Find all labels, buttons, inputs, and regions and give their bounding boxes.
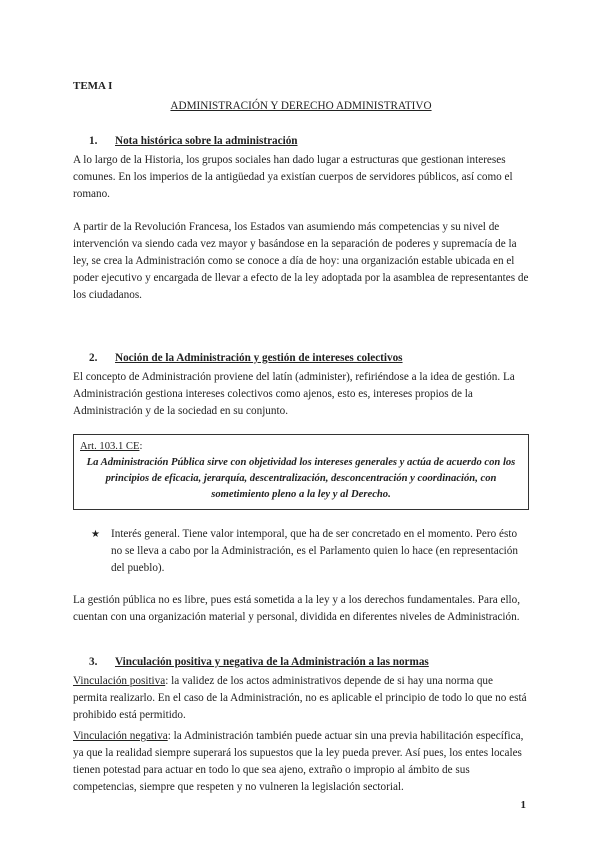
bullet-text: Interés general. Tiene valor intemporal, que ha de ser concretado en el momento. Pero ésto no se lleva a cabo por la Administración, es el Parlamento quien lo hace (en representación del pueblo). (111, 528, 518, 574)
negative-binding-label: Vinculación negativa (73, 730, 168, 742)
positive-binding-paragraph (73, 673, 529, 724)
section-2-paragraph-1: El concepto de Administración proviene del latín (administer), refiriéndose a la idea de gestión. La Administración gestiona intereses colectivos como ajenos, esto es, intereses propios de la Administración y de la sociedad en su conjunto. (73, 371, 515, 417)
section-3-title: Vinculación positiva y negativa de la Administración a las normas (115, 656, 429, 668)
page-content (73, 78, 529, 796)
document-title: ADMINISTRACIÓN Y DERECHO ADMINISTRATIVO (170, 100, 432, 112)
legal-quote-box (73, 434, 529, 510)
section-2-number: 2. (89, 352, 98, 364)
negative-binding-paragraph (73, 728, 529, 796)
tema-label: TEMA I (73, 80, 113, 92)
section-3-heading (73, 654, 529, 671)
section-1-heading (73, 133, 529, 150)
section-1-paragraph-1: A lo largo de la Historia, los grupos sociales han dado lugar a estructuras que gestionan intereses comunes. En los imperios de la antigüedad ya existían cuerpos de servidores públicos, así como el romano. (73, 154, 513, 200)
section-1-title: Nota histórica sobre la administración (115, 135, 298, 147)
star-bullet-icon: ★ (91, 529, 100, 540)
legal-quote-reference (80, 439, 522, 455)
positive-binding-label: Vinculación positiva (73, 675, 166, 687)
section-2-paragraph-2: La gestión pública no es libre, pues está sometida a la ley y a los derechos fundamentales. Para ello, cuentan con una organización material y personal, dividida en diferentes niveles de Administración. (73, 594, 521, 623)
positive-binding-text: : la validez de los actos administrativos depende de si hay una norma que permita realizarlo. En el caso de la Administración, no es aplicable el principio de todo lo que no está prohibido está permitido. (73, 675, 527, 721)
page-number: 1 (520, 799, 526, 811)
article-reference-colon: : (139, 441, 143, 452)
section-1-number: 1. (89, 135, 98, 147)
legal-quote-text: La Administración Pública sirve con objetividad los intereses generales y actúa de acuerdo con los principios de eficacia, jerarquía, descentralización, desconcentración y coordinación, con sometimiento pleno a la ley y al Derecho. (86, 457, 516, 500)
negative-binding-text: : la Administración también puede actuar sin una previa habilitación específica, ya que la realidad siempre superará los supuestos que la ley pueda prever. Así pues, los entes locales tienen potestad para actuar en todo lo que sea ajeno, extraño o impropio al ámbito de sus competencias, siempre que respeten y no vulneren la legislación sectorial. (73, 730, 524, 793)
section-2-title: Noción de la Administración y gestión de intereses colectivos (115, 352, 403, 364)
bullet-item (91, 526, 529, 577)
section-1-paragraph-2: A partir de la Revolución Francesa, los Estados van asumiendo más competencias y su nivel de intervención va siendo cada vez mayor y basándose en la separación de poderes y supremacía de la ley, se crea la Administración como se conoce a día de hoy: una organización estable ubicada en el poder ejecutivo y encargada de llevar a efecto de la ley adoptada por la asamblea de representantes de los ciudadanos. (73, 221, 529, 301)
section-2-heading (73, 350, 529, 367)
section-3-number: 3. (89, 656, 98, 668)
article-reference: Art. 103.1 CE (80, 441, 140, 452)
